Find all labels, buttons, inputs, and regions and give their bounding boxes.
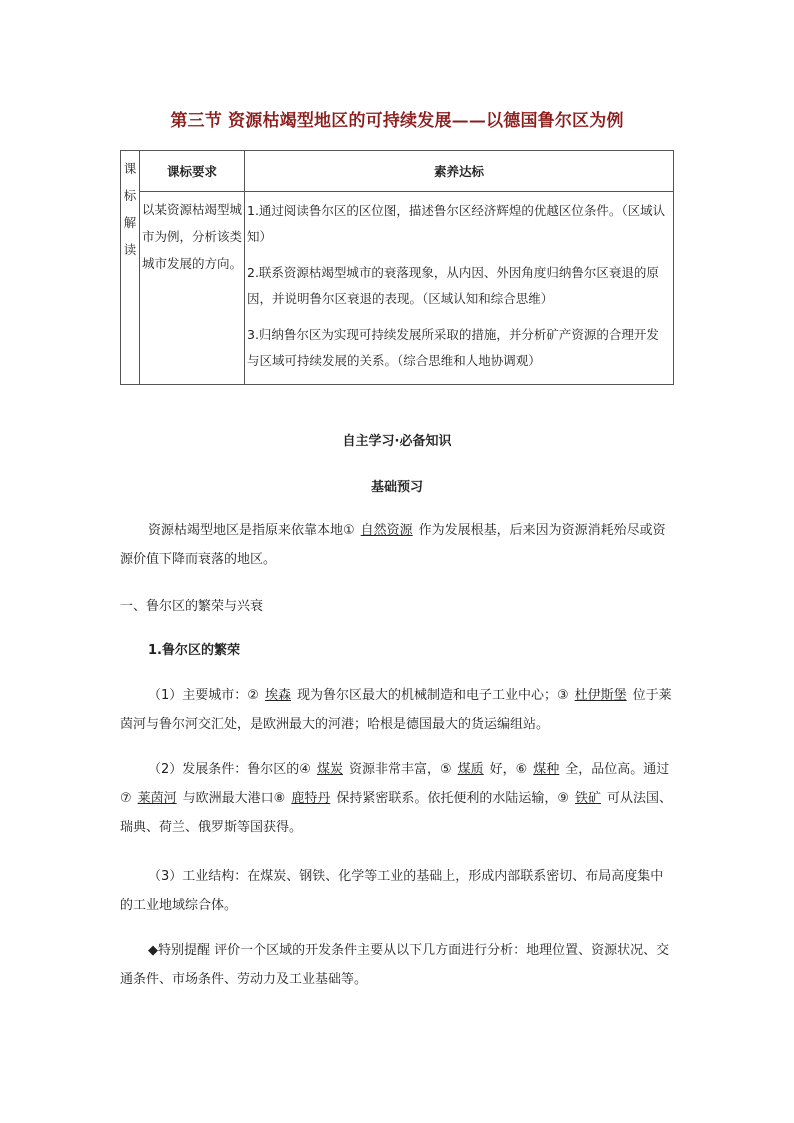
paragraph-industrial-structure: （3）工业结构：在煤炭、钢铁、化学等工业的基础上，形成内部联系密切、布局高度集中的工业地域综合体。 bbox=[120, 869, 664, 913]
paragraph-conditions: （2）发展条件：鲁尔区的④ 煤炭 资源非常丰富，⑤ 煤质 好，⑥ 煤种 全，品位高。通过⑦ 莱茵河 与欧洲最大港口⑧ 鹿特丹 保持紧密联系。依托便利的水陆运输，⑨ 铁矿 可从法国、瑞典、荷兰、俄罗斯等国获得。 bbox=[120, 762, 673, 835]
answer-blank: 煤质 bbox=[457, 762, 484, 777]
answer-blank: 煤种 bbox=[533, 762, 560, 777]
answer-blank: 铁矿 bbox=[575, 791, 602, 806]
answer-blank: 莱茵河 bbox=[137, 791, 177, 806]
literacy-cell bbox=[245, 192, 674, 385]
literacy-item: 1.通过阅读鲁尔区的区位图，描述鲁尔区经济辉煌的优越区位条件。（区域认知） bbox=[247, 203, 666, 244]
section-heading-self-study: 自主学习·必备知识 bbox=[342, 434, 452, 449]
table-side-label bbox=[121, 151, 140, 385]
section-heading-preview: 基础预习 bbox=[370, 480, 423, 495]
answer-blank: 杜伊斯堡 bbox=[574, 688, 627, 703]
side-label-char: 课 bbox=[123, 161, 137, 176]
literacy-item: 2.联系资源枯竭型城市的衰落现象，从内因、外因角度归纳鲁尔区衰退的原因，并说明鲁尔区衰退的表现。（区域认知和综合思维） bbox=[247, 265, 659, 306]
answer-blank: 埃森 bbox=[264, 688, 291, 703]
heading-prosperity: 1.鲁尔区的繁荣 bbox=[148, 643, 240, 658]
reminder-marker: ◆特别提醒 bbox=[148, 943, 210, 958]
side-label-char: 解 bbox=[123, 215, 137, 230]
requirement-cell: 以某资源枯竭型城市为例，分析该类城市发展的方向。 bbox=[140, 192, 245, 385]
header-requirement: 课标要求 bbox=[140, 151, 245, 192]
paragraph-main-cities: （1）主要城市：② 埃森 现为鲁尔区最大的机械制造和电子工业中心；③ 杜伊斯堡 位于莱茵河与鲁尔河交汇处，是欧洲最大的河港；哈根是德国最大的货运编组站。 bbox=[120, 688, 672, 732]
answer-blank: 煤炭 bbox=[316, 762, 343, 777]
side-label-char: 读 bbox=[123, 242, 137, 257]
curriculum-table bbox=[120, 150, 674, 385]
header-literacy: 素养达标 bbox=[245, 151, 674, 192]
literacy-item: 3.归纳鲁尔区为实现可持续发展所采取的措施，并分析矿产资源的合理开发与区域可持续发展的关系。（综合思维和人地协调观） bbox=[247, 327, 659, 368]
heading-rise-and-fall: 一、鲁尔区的繁荣与兴衰 bbox=[120, 599, 264, 614]
intro-paragraph: 资源枯竭型地区是指原来依靠本地① 自然资源 作为发展根基，后来因为资源消耗殆尽或资源价值下降而衰落的地区。 bbox=[120, 523, 666, 567]
special-reminder: ◆特别提醒 评价一个区域的开发条件主要从以下几方面进行分析：地理位置、资源状况、交通条件、市场条件、劳动力及工业基础等。 bbox=[120, 943, 670, 987]
answer-blank: 鹿特丹 bbox=[291, 791, 331, 806]
page-title: 第三节 资源枯竭型地区的可持续发展——以德国鲁尔区为例 bbox=[170, 111, 624, 131]
side-label-char: 标 bbox=[123, 188, 137, 203]
answer-blank: 自然资源 bbox=[360, 523, 413, 538]
